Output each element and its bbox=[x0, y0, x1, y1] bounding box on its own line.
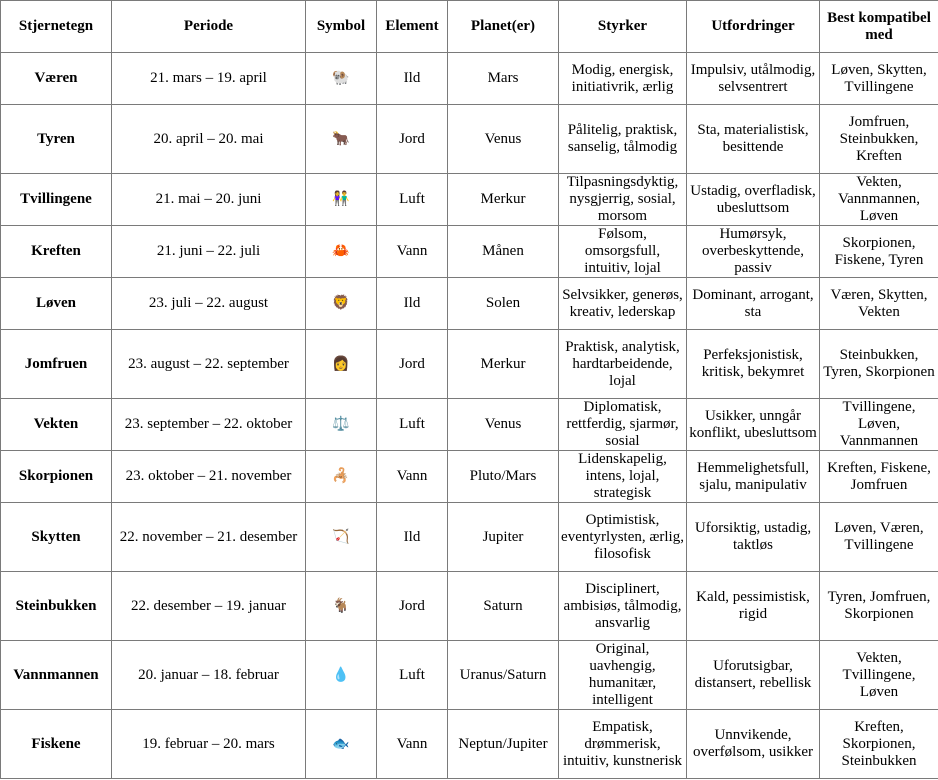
planet-cell: Uranus/Saturn bbox=[448, 641, 559, 710]
table-row bbox=[1, 330, 938, 399]
planet-cell: Neptun/Jupiter bbox=[448, 710, 559, 779]
challenges-cell: Dominant, arrogant, sta bbox=[687, 278, 820, 330]
symbol-cell bbox=[306, 226, 377, 278]
sign-cell: Tvillingene bbox=[1, 174, 112, 226]
challenges-cell: Unnvikende, overfølsom, usikker bbox=[687, 710, 820, 779]
compatible-cell: Kreften, Skorpionen, Steinbukken bbox=[820, 710, 938, 779]
fish-icon: 🐟 bbox=[332, 735, 350, 752]
challenges-cell: Humørsyk, overbeskyttende, passiv bbox=[687, 226, 820, 278]
woman-icon: 👩 bbox=[332, 355, 350, 372]
table-row bbox=[1, 105, 938, 174]
sign-cell: Væren bbox=[1, 53, 112, 105]
sign-cell: Jomfruen bbox=[1, 330, 112, 399]
sign-cell: Vannmannen bbox=[1, 641, 112, 710]
sign-cell: Skytten bbox=[1, 503, 112, 572]
element-cell: Vann bbox=[377, 226, 448, 278]
table-row bbox=[1, 278, 938, 330]
table-row bbox=[1, 174, 938, 226]
challenges-cell: Uforsiktig, ustadig, taktløs bbox=[687, 503, 820, 572]
element-cell: Jord bbox=[377, 105, 448, 174]
header-sign: Stjernetegn bbox=[1, 1, 112, 53]
header-compatible: Best kompatibel med bbox=[820, 1, 938, 53]
header-element: Element bbox=[377, 1, 448, 53]
strengths-cell: Følsom, omsorgsfull, intuitiv, lojal bbox=[559, 226, 687, 278]
period-cell: 21. mai – 20. juni bbox=[112, 174, 306, 226]
period-cell: 20. januar – 18. februar bbox=[112, 641, 306, 710]
strengths-cell: Optimistisk, eventyrlysten, ærlig, filosofisk bbox=[559, 503, 687, 572]
element-cell: Luft bbox=[377, 641, 448, 710]
planet-cell: Saturn bbox=[448, 572, 559, 641]
header-row bbox=[1, 1, 938, 53]
challenges-cell: Ustadig, overfladisk, ubesluttsom bbox=[687, 174, 820, 226]
planet-cell: Månen bbox=[448, 226, 559, 278]
period-cell: 23. juli – 22. august bbox=[112, 278, 306, 330]
table-row bbox=[1, 572, 938, 641]
symbol-cell bbox=[306, 641, 377, 710]
symbol-cell bbox=[306, 399, 377, 451]
planet-cell: Merkur bbox=[448, 174, 559, 226]
droplet-icon: 💧 bbox=[332, 666, 350, 683]
planet-cell: Jupiter bbox=[448, 503, 559, 572]
crab-icon: 🦀 bbox=[332, 243, 350, 259]
period-cell: 23. september – 22. oktober bbox=[112, 399, 306, 451]
twins-icon: 👫 bbox=[332, 191, 350, 207]
symbol-cell bbox=[306, 330, 377, 399]
symbol-cell bbox=[306, 105, 377, 174]
sign-cell: Løven bbox=[1, 278, 112, 330]
strengths-cell: Disciplinert, ambisiøs, tålmodig, ansvarlig bbox=[559, 572, 687, 641]
planet-cell: Mars bbox=[448, 53, 559, 105]
strengths-cell: Selvsikker, generøs, kreativ, lederskap bbox=[559, 278, 687, 330]
table-row bbox=[1, 226, 938, 278]
table-row bbox=[1, 451, 938, 503]
strengths-cell: Lidenskapelig, intens, lojal, strategisk bbox=[559, 451, 687, 503]
period-cell: 23. oktober – 21. november bbox=[112, 451, 306, 503]
element-cell: Vann bbox=[377, 710, 448, 779]
period-cell: 21. mars – 19. april bbox=[112, 53, 306, 105]
compatible-cell: Kreften, Fiskene, Jomfruen bbox=[820, 451, 938, 503]
period-cell: 21. juni – 22. juli bbox=[112, 226, 306, 278]
lion-icon: 🦁 bbox=[332, 295, 350, 311]
challenges-cell: Sta, materialistisk, besittende bbox=[687, 105, 820, 174]
symbol-cell bbox=[306, 451, 377, 503]
element-cell: Vann bbox=[377, 451, 448, 503]
planet-cell: Solen bbox=[448, 278, 559, 330]
challenges-cell: Usikker, unngår konflikt, ubesluttsom bbox=[687, 399, 820, 451]
header-planet: Planet(er) bbox=[448, 1, 559, 53]
challenges-cell: Uforutsigbar, distansert, rebellisk bbox=[687, 641, 820, 710]
challenges-cell: Hemmelighetsfull, sjalu, manipulativ bbox=[687, 451, 820, 503]
compatible-cell: Vekten, Tvillingene, Løven bbox=[820, 641, 938, 710]
element-cell: Jord bbox=[377, 330, 448, 399]
ox-icon: 🐂 bbox=[332, 130, 350, 147]
symbol-cell bbox=[306, 572, 377, 641]
period-cell: 23. august – 22. september bbox=[112, 330, 306, 399]
strengths-cell: Tilpasningsdyktig, nysgjerrig, sosial, morsom bbox=[559, 174, 687, 226]
compatible-cell: Løven, Væren, Tvillingene bbox=[820, 503, 938, 572]
element-cell: Ild bbox=[377, 53, 448, 105]
element-cell: Luft bbox=[377, 399, 448, 451]
symbol-cell bbox=[306, 174, 377, 226]
header-strengths: Styrker bbox=[559, 1, 687, 53]
element-cell: Ild bbox=[377, 503, 448, 572]
bow-and-arrow-icon: 🏹 bbox=[332, 528, 350, 545]
symbol-cell bbox=[306, 710, 377, 779]
scales-icon: ⚖️ bbox=[332, 416, 350, 432]
strengths-cell: Praktisk, analytisk, hardtarbeidende, lojal bbox=[559, 330, 687, 399]
compatible-cell: Vekten, Vannmannen, Løven bbox=[820, 174, 938, 226]
symbol-cell bbox=[306, 53, 377, 105]
compatible-cell: Skorpionen, Fiskene, Tyren bbox=[820, 226, 938, 278]
table-row bbox=[1, 399, 938, 451]
planet-cell: Merkur bbox=[448, 330, 559, 399]
sign-cell: Kreften bbox=[1, 226, 112, 278]
compatible-cell: Tvillingene, Løven, Vannmannen bbox=[820, 399, 938, 451]
element-cell: Luft bbox=[377, 174, 448, 226]
period-cell: 22. november – 21. desember bbox=[112, 503, 306, 572]
strengths-cell: Modig, energisk, initiativrik, ærlig bbox=[559, 53, 687, 105]
header-symbol: Symbol bbox=[306, 1, 377, 53]
table-body bbox=[1, 53, 938, 779]
table-row bbox=[1, 53, 938, 105]
goat-icon: 🐐 bbox=[332, 597, 350, 614]
strengths-cell: Pålitelig, praktisk, sanselig, tålmodig bbox=[559, 105, 687, 174]
compatible-cell: Løven, Skytten, Tvillingene bbox=[820, 53, 938, 105]
symbol-cell bbox=[306, 503, 377, 572]
strengths-cell: Diplomatisk, rettferdig, sjarmør, sosial bbox=[559, 399, 687, 451]
compatible-cell: Steinbukken, Tyren, Skorpionen bbox=[820, 330, 938, 399]
planet-cell: Pluto/Mars bbox=[448, 451, 559, 503]
strengths-cell: Original, uavhengig, humanitær, intelligent bbox=[559, 641, 687, 710]
element-cell: Ild bbox=[377, 278, 448, 330]
compatible-cell: Jomfruen, Steinbukken, Kreften bbox=[820, 105, 938, 174]
table-row bbox=[1, 503, 938, 572]
sign-cell: Skorpionen bbox=[1, 451, 112, 503]
table-row bbox=[1, 710, 938, 779]
element-cell: Jord bbox=[377, 572, 448, 641]
planet-cell: Venus bbox=[448, 105, 559, 174]
challenges-cell: Kald, pessimistisk, rigid bbox=[687, 572, 820, 641]
challenges-cell: Impulsiv, utålmodig, selvsentrert bbox=[687, 53, 820, 105]
period-cell: 19. februar – 20. mars bbox=[112, 710, 306, 779]
compatible-cell: Væren, Skytten, Vekten bbox=[820, 278, 938, 330]
scorpion-icon: 🦂 bbox=[332, 468, 350, 484]
header-period: Periode bbox=[112, 1, 306, 53]
challenges-cell: Perfeksjonistisk, kritisk, bekymret bbox=[687, 330, 820, 399]
sign-cell: Fiskene bbox=[1, 710, 112, 779]
strengths-cell: Empatisk, drømmerisk, intuitiv, kunstnerisk bbox=[559, 710, 687, 779]
table-row bbox=[1, 641, 938, 710]
period-cell: 20. april – 20. mai bbox=[112, 105, 306, 174]
sign-cell: Vekten bbox=[1, 399, 112, 451]
period-cell: 22. desember – 19. januar bbox=[112, 572, 306, 641]
planet-cell: Venus bbox=[448, 399, 559, 451]
header-challenges: Utfordringer bbox=[687, 1, 820, 53]
sign-cell: Steinbukken bbox=[1, 572, 112, 641]
symbol-cell bbox=[306, 278, 377, 330]
sign-cell: Tyren bbox=[1, 105, 112, 174]
ram-icon: 🐏 bbox=[332, 70, 350, 86]
compatible-cell: Tyren, Jomfruen, Skorpionen bbox=[820, 572, 938, 641]
